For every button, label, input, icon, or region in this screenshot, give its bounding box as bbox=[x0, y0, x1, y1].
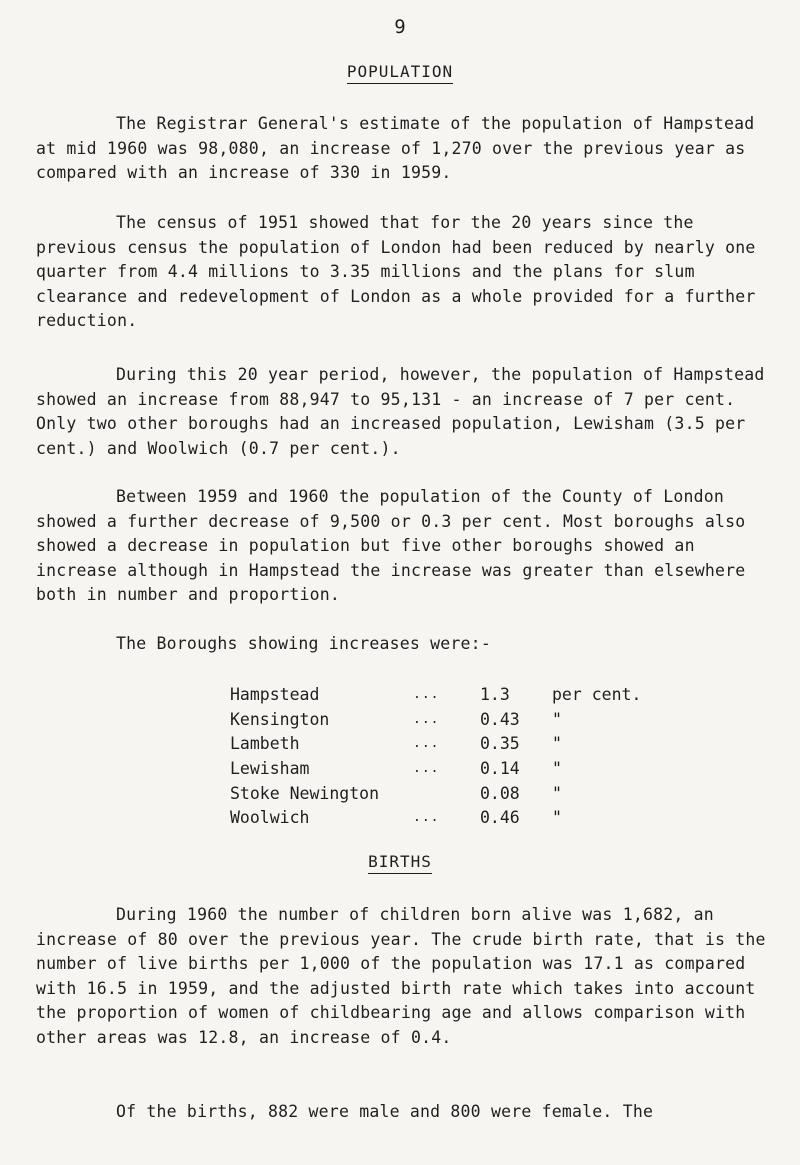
increase-unit: " bbox=[552, 709, 562, 729]
births-paragraph-1: During 1960 the number of children born alive was 1,682, an increase of 80 over the previous year. The crude birth rate, that is the number of live births per 1,000 of the population was 17.1 as compared with 16.5 in 1959, and the adjusted birth rate which takes into account the proportion of women of childbearing age and allows comparison with other areas was 12.8, an increase of 0.4. bbox=[36, 905, 766, 1047]
population-heading: POPULATION bbox=[0, 62, 800, 81]
borough-name: Kensington bbox=[230, 709, 330, 729]
table-row bbox=[230, 732, 690, 757]
population-paragraph-3: During this 20 year period, however, the population of Hampstead showed an increase from 88,947 to 95,131 - an increase of 7 per cent. Only two other boroughs had an increased population, Lewisham (3.5 per cent.) and Woolwich (0.7 per cent.). bbox=[36, 365, 765, 458]
population-paragraph-4: Between 1959 and 1960 the population of the County of London showed a further decrease of 9,500 or 0.3 per cent. Most boroughs also showed a decrease in population but five other boroughs showed an increase although in Hampstead the increase was greater than elsewhere both in number and proportion. bbox=[36, 487, 746, 604]
borough-increases-table bbox=[230, 683, 690, 831]
table-row bbox=[230, 757, 690, 782]
borough-name: Stoke Newington bbox=[230, 783, 380, 803]
table-row bbox=[230, 806, 690, 831]
leader-dots: ... bbox=[413, 711, 440, 727]
table-row bbox=[230, 782, 690, 807]
population-paragraph-5: The Boroughs showing increases were:- bbox=[116, 634, 491, 653]
increase-unit: " bbox=[552, 783, 562, 803]
increase-unit: " bbox=[552, 759, 562, 779]
increase-value: 0.43 bbox=[480, 709, 520, 729]
increase-value: 0.14 bbox=[480, 759, 520, 779]
increase-unit: " bbox=[552, 808, 562, 828]
increase-value: 0.46 bbox=[480, 808, 520, 828]
increase-value: 0.35 bbox=[480, 734, 520, 754]
increase-value: 1.3 bbox=[480, 685, 510, 704]
borough-name: Lambeth bbox=[230, 734, 300, 754]
increase-unit: " bbox=[552, 734, 562, 754]
increase-value: 0.08 bbox=[480, 783, 520, 803]
increase-unit: per cent. bbox=[552, 685, 642, 704]
births-heading: BIRTHS bbox=[0, 852, 800, 871]
leader-dots: ... bbox=[413, 736, 440, 752]
page-number: 9 bbox=[394, 16, 406, 38]
borough-name: Hampstead bbox=[230, 685, 320, 704]
table-row bbox=[230, 683, 690, 708]
leader-dots: ... bbox=[413, 687, 440, 702]
leader-dots: ... bbox=[413, 761, 440, 777]
population-paragraph-2: The census of 1951 showed that for the 20 years since the previous census the population of London had been reduced by nearly one quarter from 4.4 millions to 3.35 millions and the plans for slum clearance and redevelopment of London as a whole provided for a further reduction. bbox=[36, 213, 756, 330]
leader-dots: ... bbox=[413, 810, 440, 826]
births-paragraph-2: Of the births, 882 were male and 800 were female. The bbox=[116, 1102, 654, 1121]
borough-name: Woolwich bbox=[230, 808, 310, 828]
population-paragraph-1: The Registrar General's estimate of the population of Hampstead at mid 1960 was 98,080, an increase of 1,270 over the previous year as compared with an increase of 330 in 1959. bbox=[36, 114, 755, 182]
borough-name: Lewisham bbox=[230, 759, 310, 779]
table-row bbox=[230, 708, 690, 733]
